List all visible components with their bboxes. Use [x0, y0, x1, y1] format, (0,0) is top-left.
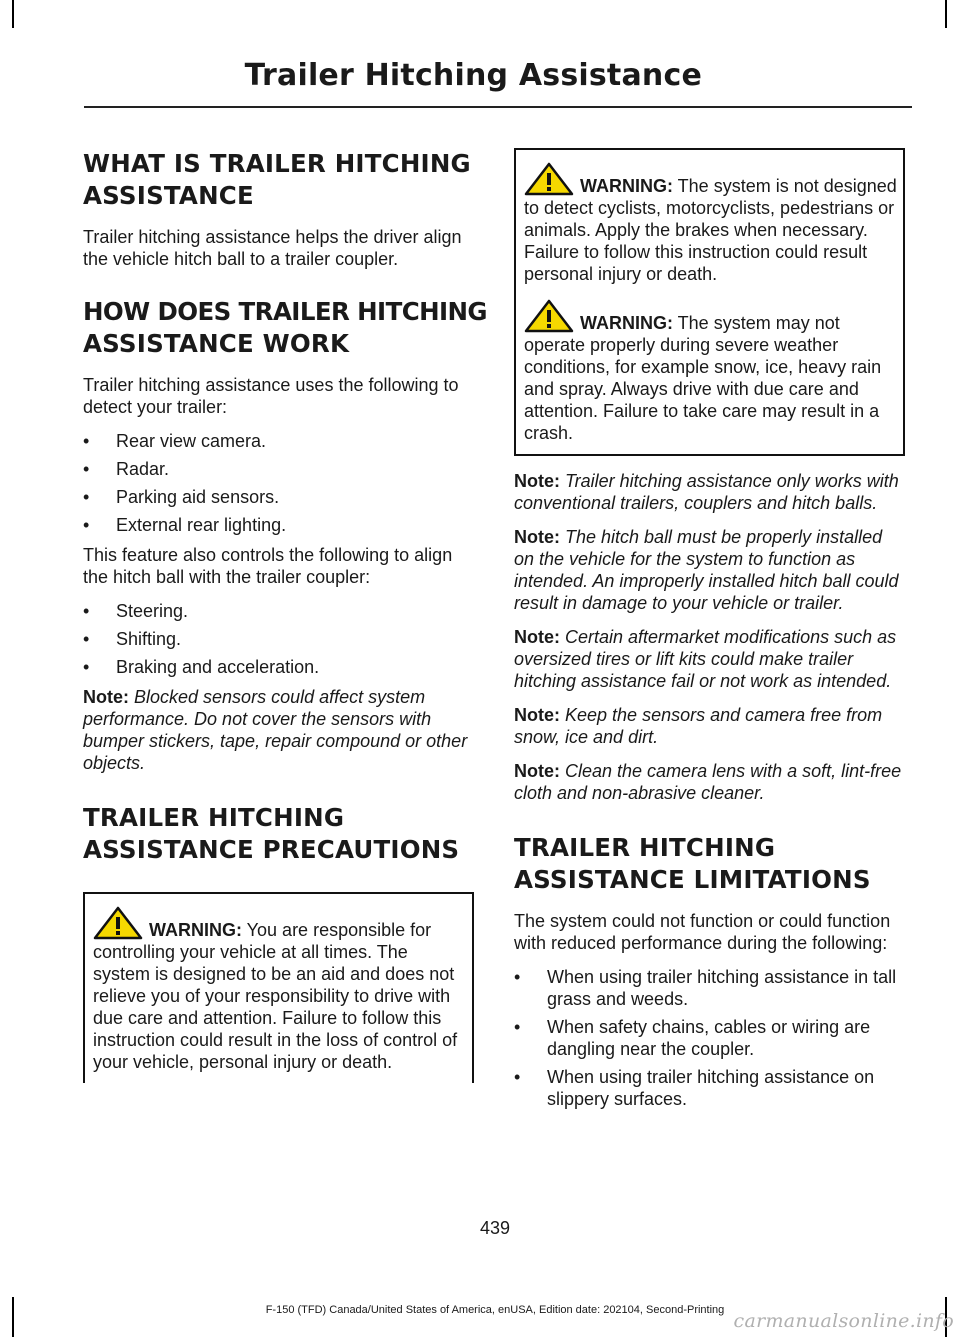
list-item: • When using trailer hitching assistance in tall grass and weeds. [514, 966, 905, 1010]
limitations-list [514, 966, 905, 1110]
header-divider [84, 106, 912, 108]
section-heading-precautions: TRAILER HITCHING ASSISTANCE PRECAUTIONS [83, 803, 460, 864]
detection-list [83, 430, 474, 536]
warning-triangle-icon [524, 299, 574, 333]
paragraph: The system could not function or could function with reduced performance during the following: [514, 911, 891, 953]
controls-list [83, 600, 474, 678]
list-item: • Radar. [83, 458, 474, 480]
footer-edition-info: F-150 (TFD) Canada/United States of America, enUSA, Edition date: 202104, Second-Printing [265, 1304, 725, 1316]
paragraph: This feature also controls the following to align the hitch ball with the trailer coupler: [83, 545, 453, 587]
warning-box [83, 892, 474, 1083]
section-heading-how-it-works: HOW DOES TRAILER HITCHING ASSISTANCE WORK [83, 297, 487, 358]
note: Note: Trailer hitching assistance only works with conventional trailers, couplers and hitch balls. [514, 471, 899, 513]
list-item: • Steering. [83, 600, 474, 622]
left-column [83, 148, 487, 1097]
crop-mark [12, 0, 14, 28]
crop-mark [12, 1297, 14, 1337]
paragraph: Trailer hitching assistance uses the following to detect your trailer: [83, 375, 459, 417]
paragraph: Trailer hitching assistance helps the driver align the vehicle hitch ball to a trailer coupler. [83, 227, 462, 269]
list-item: • When safety chains, cables or wiring are dangling near the coupler. [514, 1016, 905, 1060]
note: Note: The hitch ball must be properly installed on the vehicle for the system to function as intended. An improperly installed hitch ball could result in damage to your vehicle or trailer. [514, 527, 899, 613]
crop-mark [945, 0, 947, 28]
section-heading-limitations: TRAILER HITCHING ASSISTANCE LIMITATIONS [514, 833, 871, 894]
warning: WARNING: The system may not operate properly during severe weather conditions, for example snow, ice, heavy rain and spray. Always drive with due care and attention. Failure to take care may result in a crash. [524, 299, 897, 444]
note: Note: Certain aftermarket modifications such as oversized tires or lift kits could make trailer hitching assistance fail or not work as intended. [514, 627, 897, 691]
warning-box [514, 148, 905, 456]
note: Note: Clean the camera lens with a soft, lint-free cloth and non-abrasive cleaner. [514, 761, 902, 803]
list-item: • When using trailer hitching assistance on slippery surfaces. [514, 1066, 905, 1110]
list-item: • Shifting. [83, 628, 474, 650]
note: Note: Keep the sensors and camera free from snow, ice and dirt. [514, 705, 883, 747]
warning: WARNING: The system is not designed to detect cyclists, motorcyclists, pedestrians or animals. Apply the brakes when necessary. Failure to follow this instruction could result personal injury or death. [524, 162, 897, 285]
list-item: • Braking and acceleration. [83, 656, 474, 678]
page-number: 439 [479, 1218, 511, 1238]
right-column [514, 148, 905, 1118]
section-heading-what-is: WHAT IS TRAILER HITCHING ASSISTANCE [83, 149, 471, 210]
warning-triangle-icon [524, 162, 574, 196]
page-header-title: Trailer Hitching Assistance [244, 58, 702, 93]
list-item: • Rear view camera. [83, 430, 474, 452]
warning: WARNING: You are responsible for controlling your vehicle at all times. The system is designed to be an aid and does not relieve you of your responsibility to drive with due care and attention. Failure to follow this instruction could result in the loss of control of your vehicle, personal injury or death. [93, 906, 466, 1073]
list-item: • External rear lighting. [83, 514, 474, 536]
watermark: carmanualsonline.info [733, 1310, 954, 1332]
list-item: • Parking aid sensors. [83, 486, 474, 508]
note: Note: Blocked sensors could affect system performance. Do not cover the sensors with bumper stickers, tape, repair compound or other objects. [83, 687, 468, 773]
warning-triangle-icon [93, 906, 143, 940]
